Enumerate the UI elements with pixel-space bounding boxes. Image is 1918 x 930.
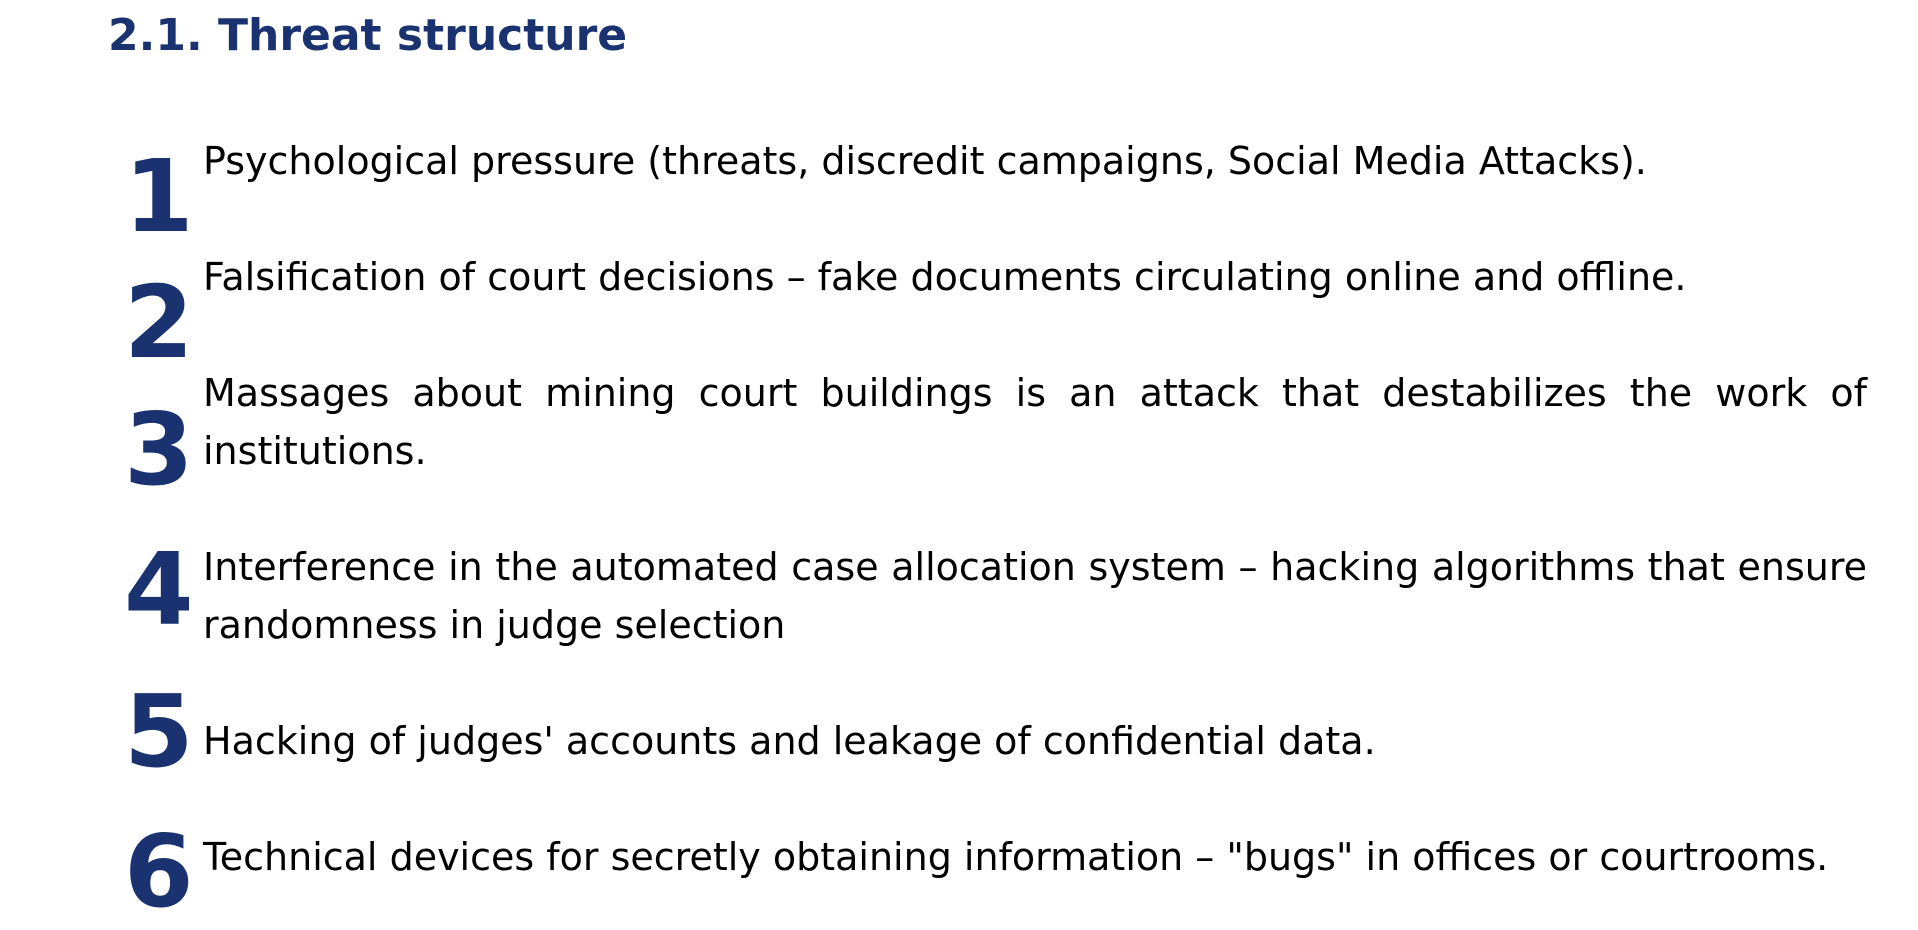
threat-text-5: Hacking of judges' accounts and leakage of confidential data.	[203, 719, 1376, 763]
threat-number-2: 2	[124, 264, 194, 381]
threat-text-1: Psychological pressure (threats, discredit campaigns, Social Media Attacks).	[203, 139, 1647, 183]
threat-number-6: 6	[124, 813, 194, 930]
threat-number-3: 3	[124, 391, 194, 508]
threat-number-1: 1	[124, 138, 194, 255]
page-title: 2.1. Threat structure	[108, 10, 628, 61]
threat-text-4: Interference in the automated case allocation system – hacking algorithms that ensure randomness in judge selection	[203, 545, 1867, 647]
threat-text-2: Falsification of court decisions – fake documents circulating online and offline.	[203, 255, 1687, 299]
threat-number-5: 5	[124, 673, 194, 790]
threat-number-4: 4	[124, 531, 194, 648]
threat-text-6: Technical devices for secretly obtaining information – "bugs" in offices or courtrooms.	[203, 835, 1829, 879]
threat-text-3: Massages about mining court buildings is an attack that destabilizes the work of institutions.	[203, 371, 1867, 473]
